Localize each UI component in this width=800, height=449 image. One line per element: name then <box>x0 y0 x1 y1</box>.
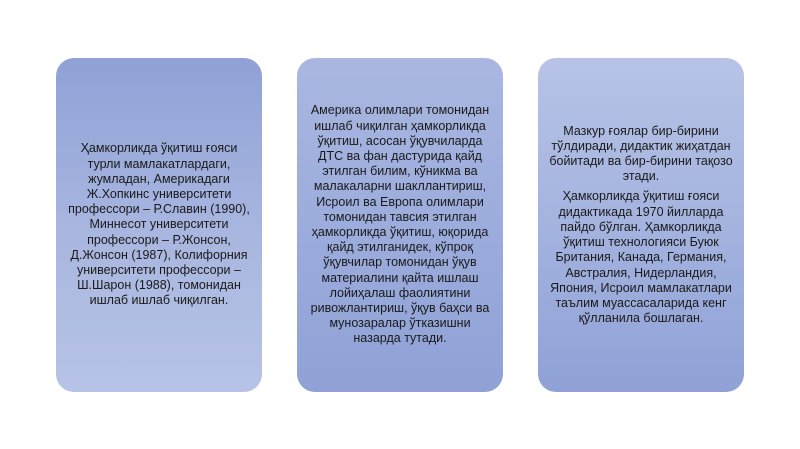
info-card-3 <box>538 58 744 392</box>
card-2-text: Америка олимлари томонидан ишлаб чиқилган ҳамкорликда ўқитиш, асосан ўқувчиларда ДТС ва фан дастурида қайд этилган билим, кўникма ва малакаларни шакллантириш, Исроил ва Европа олимлари томонидан тавсия этилган ҳамкорликда ўқитиш, юқорида қайд этилганидек, кўпроқ ўқувчилар томонидан ўқув материалини қайта ишлаш лойиҳалаш фаолиятини ривожлантириш, ўқув баҳси ва мунозаралар ўтказишни назарда тутади. <box>310 103 490 346</box>
card-1-text: Ҳамкорликда ўқитиш ғояси турли мамлакатлардаги, жумладан, Америкадаги Ж.Хопкинс университети профессори – Р.Славин (1990), Миннесот университети профессори – Р.Жонсон, Д.Жонсон (1987), Колифорния университети профессори – Ш.Шарон (1988), томонидан ишлаб ишлаб чиқилган. <box>68 141 250 308</box>
card-3-text-1: Мазкур ғоялар бир-бирини тўлдиради, дидактик жиҳатдан бойитади ва бир-бирини тақозо этади. <box>549 123 733 184</box>
info-card-2 <box>297 58 503 392</box>
card-3-text-2: Ҳамкорликда ўқитиш ғояси дидактикада 1970 йилларда пайдо бўлган. Ҳамкорликда ўқитиш технологияси Буюк Британия, Канада, Германия, Австралия, Нидерландия, Япония, Исроил мамлакатлари таълим муассасаларида кенг қўлланила бошлаган. <box>550 189 732 326</box>
info-card-1 <box>56 58 262 392</box>
